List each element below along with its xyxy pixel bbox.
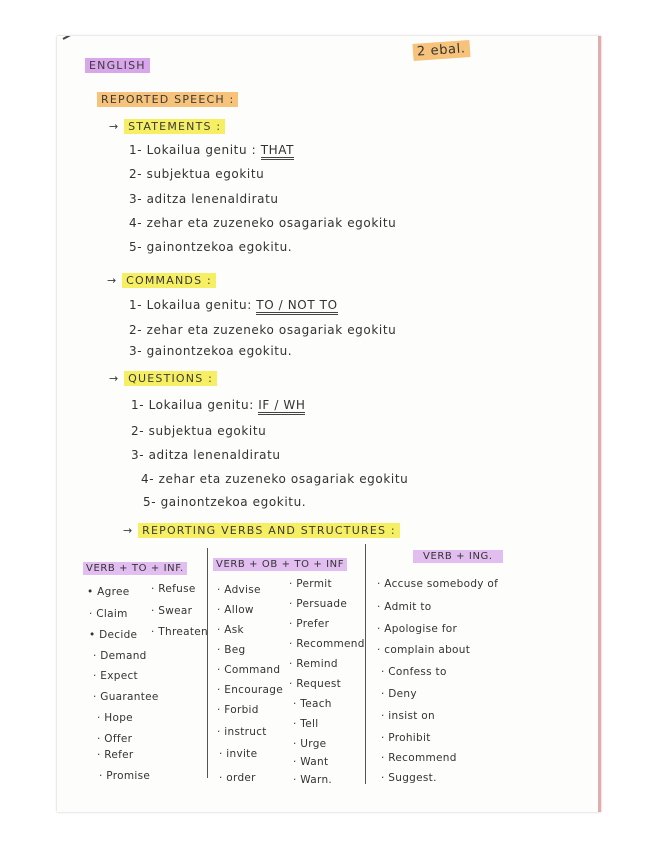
verb-item: · Apologise for (377, 623, 458, 635)
verb-item: · Prohibit (381, 732, 431, 744)
questions-heading-label: QUESTIONS : (124, 371, 217, 386)
verb-text: Threaten (158, 626, 208, 638)
verb-text: Swear (158, 605, 193, 617)
statement-item (129, 192, 279, 206)
verb-item: · Request (289, 678, 342, 690)
reporting-heading-label: REPORTING VERBS AND STRUCTURES : (138, 523, 400, 538)
item-number: 2- (131, 424, 145, 438)
item-number: 1- (129, 298, 143, 312)
verb-text: Recommend (388, 752, 457, 764)
verb-to-inf-header: VERB + TO + INF. (83, 562, 187, 575)
verb-text: Recommend (296, 638, 365, 650)
item-number: 3- (129, 344, 143, 358)
question-item (131, 448, 281, 462)
arrow-icon: → (123, 524, 139, 537)
verb-text: Allow (224, 604, 254, 616)
verb-item: · Refuse (151, 583, 196, 595)
column-divider (365, 544, 366, 784)
commands-heading-label: COMMANDS : (122, 273, 216, 288)
column-divider (207, 548, 208, 778)
item-text: gainontzekoa egokitu. (160, 495, 307, 509)
verb-ob-to-inf-header: VERB + OB + TO + INF (213, 558, 347, 571)
item-text: zehar eta zuzeneko osagariak egokitu (158, 472, 409, 486)
verb-item: · Forbid (217, 704, 259, 716)
verb-item: · Teach (293, 698, 332, 710)
item-number: 4- (141, 472, 155, 486)
arrow-icon: → (109, 120, 125, 133)
verb-item: · Encourage (217, 684, 283, 696)
verb-item: · invite (219, 748, 258, 760)
verb-text: Command (224, 664, 281, 676)
item-number: 4- (129, 216, 143, 230)
item-number: 1- (131, 398, 145, 412)
verb-text: invite (226, 748, 258, 760)
keyword: TO / NOT TO (256, 298, 337, 315)
verb-item: · Admit to (377, 601, 432, 613)
verb-text: Refer (104, 749, 134, 761)
item-text: Lokailua genitu : (146, 143, 257, 157)
verb-text: Offer (104, 733, 133, 745)
item-text: zehar eta zuzeneko osagariak egokitu (146, 323, 397, 337)
question-item (131, 424, 266, 438)
verb-item: · Hope (97, 712, 133, 724)
notebook-page (57, 36, 601, 812)
item-number: 2- (129, 167, 143, 181)
verb-item: · Command (217, 664, 281, 676)
verb-item: · Warn. (293, 774, 333, 786)
verb-text: insist on (388, 710, 435, 722)
verb-item: · Swear (151, 605, 193, 617)
verb-item: · Claim (89, 608, 128, 620)
verb-item: · Advise (217, 584, 261, 596)
verb-item: · insist on (381, 710, 435, 722)
question-item (143, 495, 306, 509)
verb-text: Remind (296, 658, 338, 670)
verb-text: Suggest. (388, 772, 437, 784)
question-item (131, 398, 305, 412)
item-text: Lokailua genitu: (148, 398, 254, 412)
verb-text: Guarantee (100, 691, 159, 703)
verb-text: Deny (388, 688, 417, 700)
verb-item: · instruct (217, 726, 267, 738)
verb-text: order (226, 772, 256, 784)
verb-text: Decide (99, 629, 138, 641)
verb-text: Agree (97, 586, 130, 598)
verb-text: Claim (96, 608, 128, 620)
item-text: Lokailua genitu: (146, 298, 252, 312)
verb-text: Refuse (158, 583, 196, 595)
item-text: gainontzekoa egokitu. (146, 344, 293, 358)
verb-text: Warn. (300, 774, 333, 786)
item-text: subjektua egokitu (146, 167, 265, 181)
verb-text: Admit to (384, 601, 432, 613)
verb-item: · Ask (217, 624, 244, 636)
verb-item: · complain about (377, 644, 471, 656)
verb-item: · Expect (93, 670, 138, 682)
statement-item (129, 216, 396, 230)
verb-text: instruct (224, 726, 267, 738)
arrow-icon: → (107, 274, 123, 287)
item-number: 1- (129, 143, 143, 157)
verb-item: · Accuse somebody of (377, 578, 499, 590)
verb-text: Prefer (296, 618, 330, 630)
verb-text: Confess to (388, 666, 447, 678)
verb-text: Forbid (224, 704, 259, 716)
verb-item: · Suggest. (381, 772, 437, 784)
verb-text: Tell (300, 718, 319, 730)
verb-item: · Recommend (289, 638, 365, 650)
verb-item: · Deny (381, 688, 417, 700)
verb-item: · Persuade (289, 598, 348, 610)
verb-text: Accuse somebody of (384, 578, 499, 590)
questions-heading (109, 372, 217, 385)
verb-item: · Offer (97, 733, 133, 745)
item-text: gainontzekoa egokitu. (146, 240, 293, 254)
item-text: subjektua egokitu (148, 424, 267, 438)
verb-item: · Urge (293, 738, 327, 750)
item-number: 5- (143, 495, 157, 509)
verb-item: · Beg (217, 644, 246, 656)
item-number: 3- (131, 448, 145, 462)
command-item (129, 344, 292, 358)
item-number: 5- (129, 240, 143, 254)
date-label: 2 ebal. (412, 40, 470, 61)
question-item (141, 472, 408, 486)
item-text: aditza lenenaldiratu (146, 192, 279, 206)
verb-item: · Want (293, 756, 329, 768)
verb-text: Encourage (224, 684, 283, 696)
verb-item: · order (219, 772, 256, 784)
item-text: aditza lenenaldiratu (148, 448, 281, 462)
command-item (129, 323, 396, 337)
verb-item: · Threaten (151, 626, 208, 638)
verb-text: Ask (224, 624, 244, 636)
pencil-mark (63, 36, 87, 40)
verb-text: Promise (106, 770, 151, 782)
verb-text: Hope (104, 712, 133, 724)
subject-label: ENGLISH (85, 58, 150, 73)
verb-text: Demand (100, 650, 147, 662)
verb-text: Persuade (296, 598, 348, 610)
verb-item: · Guarantee (93, 691, 159, 703)
keyword: THAT (261, 143, 294, 160)
reporting-heading (123, 524, 400, 537)
item-number: 3- (129, 192, 143, 206)
statement-item (129, 143, 294, 157)
commands-heading (107, 274, 216, 287)
verb-item: · Allow (217, 604, 254, 616)
verb-text: Expect (100, 670, 138, 682)
verb-text: Permit (296, 578, 332, 590)
topic-title: REPORTED SPEECH : (97, 92, 238, 107)
verb-text: Apologise for (384, 623, 458, 635)
page-edge (598, 36, 601, 812)
verb-item: · Tell (293, 718, 319, 730)
verb-item: · Permit (289, 578, 332, 590)
statements-heading (109, 120, 225, 133)
verb-text: Prohibit (388, 732, 431, 744)
verb-item: • Decide (89, 629, 138, 641)
verb-ing-header: VERB + ING. (413, 550, 503, 563)
verb-item: · Remind (289, 658, 338, 670)
verb-text: Request (296, 678, 342, 690)
verb-item: • Agree (87, 586, 130, 598)
verb-item: · Promise (99, 770, 151, 782)
statement-item (129, 240, 292, 254)
arrow-icon: → (109, 372, 125, 385)
verb-item: · Prefer (289, 618, 330, 630)
statement-item (129, 167, 264, 181)
verb-item: · Refer (97, 749, 134, 761)
verb-text: Teach (300, 698, 332, 710)
verb-text: Beg (224, 644, 246, 656)
command-item (129, 298, 338, 312)
verb-item: · Demand (93, 650, 147, 662)
verb-text: complain about (384, 644, 471, 656)
item-number: 2- (129, 323, 143, 337)
item-text: zehar eta zuzeneko osagariak egokitu (146, 216, 397, 230)
verb-item: · Confess to (381, 666, 447, 678)
verb-item: · Recommend (381, 752, 457, 764)
verb-text: Urge (300, 738, 327, 750)
verb-text: Want (300, 756, 329, 768)
verb-text: Advise (224, 584, 261, 596)
keyword: IF / WH (258, 398, 305, 415)
statements-heading-label: STATEMENTS : (124, 119, 225, 134)
